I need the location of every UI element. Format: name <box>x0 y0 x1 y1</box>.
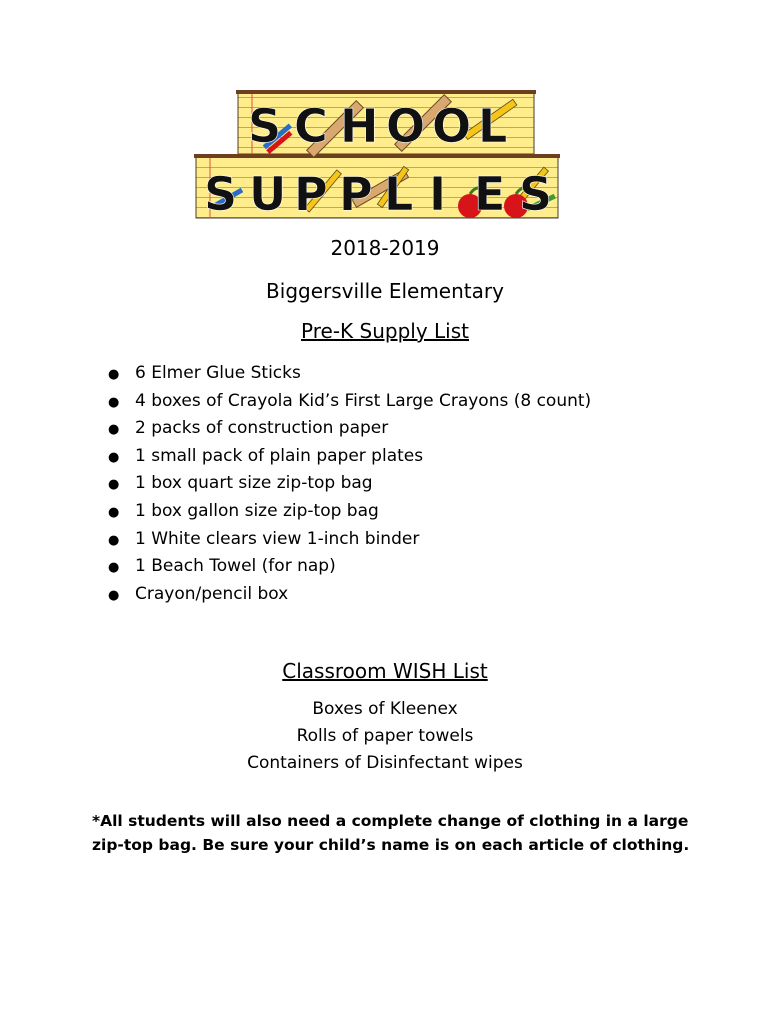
list-item: ● 4 boxes of Crayola Kid’s First Large Crayons (8 count) <box>108 388 591 416</box>
banner-letter: C <box>294 99 328 153</box>
supply-list-title: Pre-K Supply List <box>301 319 469 343</box>
bullet-icon: ● <box>108 477 120 493</box>
list-item: ● 2 packs of construction paper <box>108 415 591 443</box>
banner-letter: L <box>384 167 414 221</box>
clothing-note: *All students will also need a complete change of clothing in a large zip-top bag. Be sure your child’s name is on each article of clothing. <box>92 812 690 854</box>
wish-item: Rolls of paper towels <box>296 726 474 746</box>
bullet-icon: ● <box>108 532 120 548</box>
banner-letter: P <box>294 167 328 221</box>
banner-letter: S <box>204 167 238 221</box>
list-item: ● 1 White clears view 1-inch binder <box>108 526 591 554</box>
list-item: ● 1 Beach Towel (for nap) <box>108 553 591 581</box>
banner-letter: U <box>249 167 287 221</box>
list-item: ● 1 box gallon size zip-top bag <box>108 498 591 526</box>
banner-letter: P <box>339 167 373 221</box>
bullet-icon: ● <box>108 394 120 410</box>
school-year: 2018-2019 <box>330 236 440 260</box>
banner-letter: E <box>474 167 506 221</box>
list-item: ● 1 small pack of plain paper plates <box>108 443 591 471</box>
bullet-icon: ● <box>108 560 120 576</box>
banner-letter: O <box>432 99 472 153</box>
list-item: ● Crayon/pencil box <box>108 581 591 609</box>
supply-list <box>108 360 591 608</box>
wish-item: Boxes of Kleenex <box>312 699 458 719</box>
list-item: ● 1 box quart size zip-top bag <box>108 470 591 498</box>
bullet-icon: ● <box>108 422 120 438</box>
banner-letter: H <box>340 99 379 153</box>
wish-item: Containers of Disinfectant wipes <box>247 753 523 773</box>
wish-list-title: Classroom WISH List <box>282 659 488 683</box>
banner-letter: S <box>519 167 553 221</box>
bullet-icon: ● <box>108 587 120 603</box>
list-item: ● 6 Elmer Glue Sticks <box>108 360 591 388</box>
bullet-icon: ● <box>108 367 120 382</box>
bullet-icon: ● <box>108 504 120 520</box>
banner-letter: I <box>429 167 447 221</box>
school-supplies-clipart <box>190 88 586 228</box>
banner-letter: L <box>478 99 508 153</box>
school-name: Biggersville Elementary <box>266 279 504 303</box>
bullet-icon: ● <box>108 449 120 465</box>
banner-letter: O <box>386 99 426 153</box>
banner-letter: S <box>248 99 282 153</box>
